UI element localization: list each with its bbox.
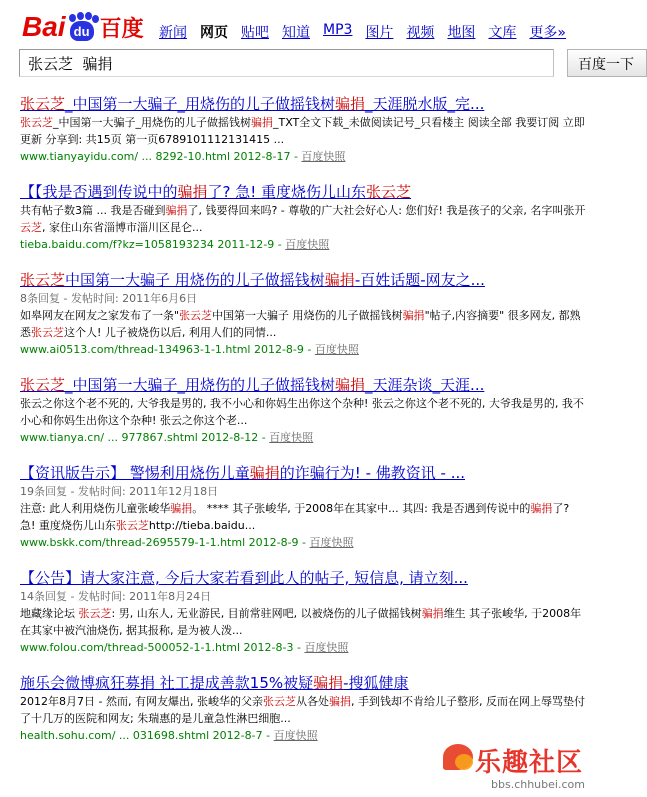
result-url: www.tianya.cn/ ... 977867.shtml 2012-8-12 xyxy=(20,431,259,444)
result-abstract: 张云芝_中国第一大骗子_用烧伤的儿子做摇钱树骗捐_TXT全文下载_未做阅读记号_只看楼主 阅读全部 我要订阅 立即更新 分享到: 共15页 第一页6789101112131415 ... xyxy=(20,116,585,146)
snapshot-link[interactable]: 百度快照 xyxy=(301,150,346,163)
snapshot-link[interactable]: 百度快照 xyxy=(269,431,314,444)
separator: - xyxy=(262,729,274,742)
result-abstract: 2012年8月7日 - 然而, 有网友爆出, 张峻华的父亲张云芝从各处骗捐, 手到钱却不肯给儿子整形, 反而在网上辱骂垫付了十几万的医院和网友; 朱瑞惠的是儿童急性淋巴细胞... xyxy=(20,695,585,725)
logo-cn: 百度 xyxy=(99,16,144,42)
result-title-link[interactable]: 张云芝_中国第一大骗子_用烧伤的儿子做摇钱树骗捐_天涯脱水版_完... xyxy=(20,95,485,113)
nav-item[interactable]: 贴吧 xyxy=(241,25,269,41)
result-meta: 8条回复 - 发帖时间: 2011年6月6日 xyxy=(20,292,198,305)
separator: - xyxy=(293,641,305,654)
result-url: www.tianyayidu.com/ ... 8292-10.html 2012-8-17 xyxy=(20,150,291,163)
watermark-bubble-icon xyxy=(455,754,473,770)
results-list xyxy=(20,94,607,744)
result-url-line xyxy=(20,148,607,165)
nav-item[interactable]: 视频 xyxy=(406,25,435,41)
search-result xyxy=(20,673,607,744)
result-meta: 14条回复 - 发帖时间: 2011年8月24日 xyxy=(20,590,212,603)
watermark-url: bbs.chhubei.com xyxy=(491,778,585,791)
result-abstract: 注意: 此人利用烧伤儿童张峻华骗捐。 **** 其子张峻华, 于2008年在其家中... 其四: 我是否遇到传说中的骗捐了? 急! 重度烧伤儿山东张云芝http://tieba.baidu... xyxy=(20,502,570,532)
separator: - xyxy=(290,150,302,163)
separator: - xyxy=(258,431,270,444)
result-url: tieba.baidu.com/f?kz=1058193234 2011-12-9 xyxy=(20,238,275,251)
search-button[interactable]: 百度一下 xyxy=(567,49,647,77)
result-url: www.bskk.com/thread-2695579-1-1.html 2012-8-9 xyxy=(20,536,299,549)
nav-item[interactable]: 更多» xyxy=(529,25,567,41)
search-result xyxy=(20,182,607,253)
nav-item[interactable]: MP3 xyxy=(323,22,353,38)
baidu-logo[interactable] xyxy=(22,10,144,44)
watermark xyxy=(433,738,607,797)
result-abstract: 共有帖子数3篇 ... 我是否碰到骗捐了, 钱要得回来吗? - 尊敬的广大社会好心人: 您们好! 我是孩子的父亲, 名字叫张开云芝, 家住山东省淄博市淄川区昆仑... xyxy=(20,204,586,234)
search-result xyxy=(20,94,607,165)
header xyxy=(0,0,634,88)
result-abstract: 地藏缘论坛 张云芝: 男, 山东人, 无业游民, 目前常驻网吧, 以被烧伤的儿子做摇钱树骗捐维生 其子张峻华, 于2008年在其家中被汽油烧伤, 据其报称, 是为被人泼... xyxy=(20,607,582,637)
nav-item[interactable]: 图片 xyxy=(365,25,394,41)
result-url-line xyxy=(20,236,607,253)
result-title-link[interactable]: 施乐会微博疯狂募捐 社工提成善款15%被疑骗捐-搜狐健康 xyxy=(20,674,409,692)
result-url-line xyxy=(20,341,607,358)
nav-item[interactable]: 文库 xyxy=(488,25,517,41)
search-result xyxy=(20,375,607,446)
result-abstract: 张云之你这个老不死的, 大爷我是男的, 我不小心和你妈生出你这个杂种! 张云之你这个老不死的, 大爷我是男的, 我不小心和你妈生出你这个杂种! 张云之你这个老... xyxy=(20,397,584,427)
snapshot-link[interactable]: 百度快照 xyxy=(273,729,318,742)
paw-icon xyxy=(67,12,97,42)
result-url-line xyxy=(20,639,607,656)
snapshot-link[interactable]: 百度快照 xyxy=(309,536,354,549)
nav-item[interactable]: 地图 xyxy=(447,25,476,41)
result-title-link[interactable]: 【【我是否遇到传说中的骗捐了? 急! 重度烧伤儿山东张云芝 xyxy=(20,183,412,201)
nav-item[interactable]: 新闻 xyxy=(159,25,187,41)
result-title-link[interactable]: 【公告】请大家注意, 今后大家若看到此人的帖子, 短信息, 请立刻... xyxy=(20,569,468,587)
nav-item[interactable]: 知道 xyxy=(282,25,310,41)
logo-du: du xyxy=(73,23,90,39)
search-input[interactable] xyxy=(19,49,554,77)
result-url: www.folou.com/thread-500052-1-1.html 2012-8-3 xyxy=(20,641,294,654)
result-url-line xyxy=(20,534,607,551)
separator: - xyxy=(303,343,315,356)
search-result xyxy=(20,270,607,358)
result-url: www.ai0513.com/thread-134963-1-1.html 2012-8-9 xyxy=(20,343,304,356)
search-result xyxy=(20,568,607,656)
result-title-link[interactable]: 【资讯版告示】 警惕利用烧伤儿童骗捐的诈骗行为! - 佛教资讯 - ... xyxy=(20,464,466,482)
result-meta: 19条回复 - 发帖时间: 2011年12月18日 xyxy=(20,485,219,498)
snapshot-link[interactable]: 百度快照 xyxy=(314,343,359,356)
logo-bai: Bai xyxy=(22,11,66,42)
separator: - xyxy=(298,536,310,549)
result-url: health.sohu.com/ ... 031698.shtml 2012-8-7 xyxy=(20,729,263,742)
result-title-link[interactable]: 张云芝_中国第一大骗子_用烧伤的儿子做摇钱树骗捐_天涯杂谈_天涯... xyxy=(20,376,485,394)
search-result xyxy=(20,463,607,551)
top-nav xyxy=(159,22,566,42)
result-url-line xyxy=(20,429,607,446)
result-title-link[interactable]: 张云芝中国第一大骗子 用烧伤的儿子做摇钱树骗捐-百姓话题-网友之... xyxy=(20,271,485,289)
watermark-text: 乐趣社区 xyxy=(475,748,584,778)
snapshot-link[interactable]: 百度快照 xyxy=(304,641,349,654)
result-abstract: 如皋网友在网友之家发布了一条"张云芝中国第一大骗子 用烧伤的儿子做摇钱树骗捐"帖子,内容摘要" 很多网友, 都熟悉张云芝这个人! 儿子被烧伤以后, 利用人们的同情... xyxy=(20,309,581,339)
nav-item[interactable]: 网页 xyxy=(200,25,228,41)
snapshot-link[interactable]: 百度快照 xyxy=(285,238,330,251)
separator: - xyxy=(274,238,286,251)
